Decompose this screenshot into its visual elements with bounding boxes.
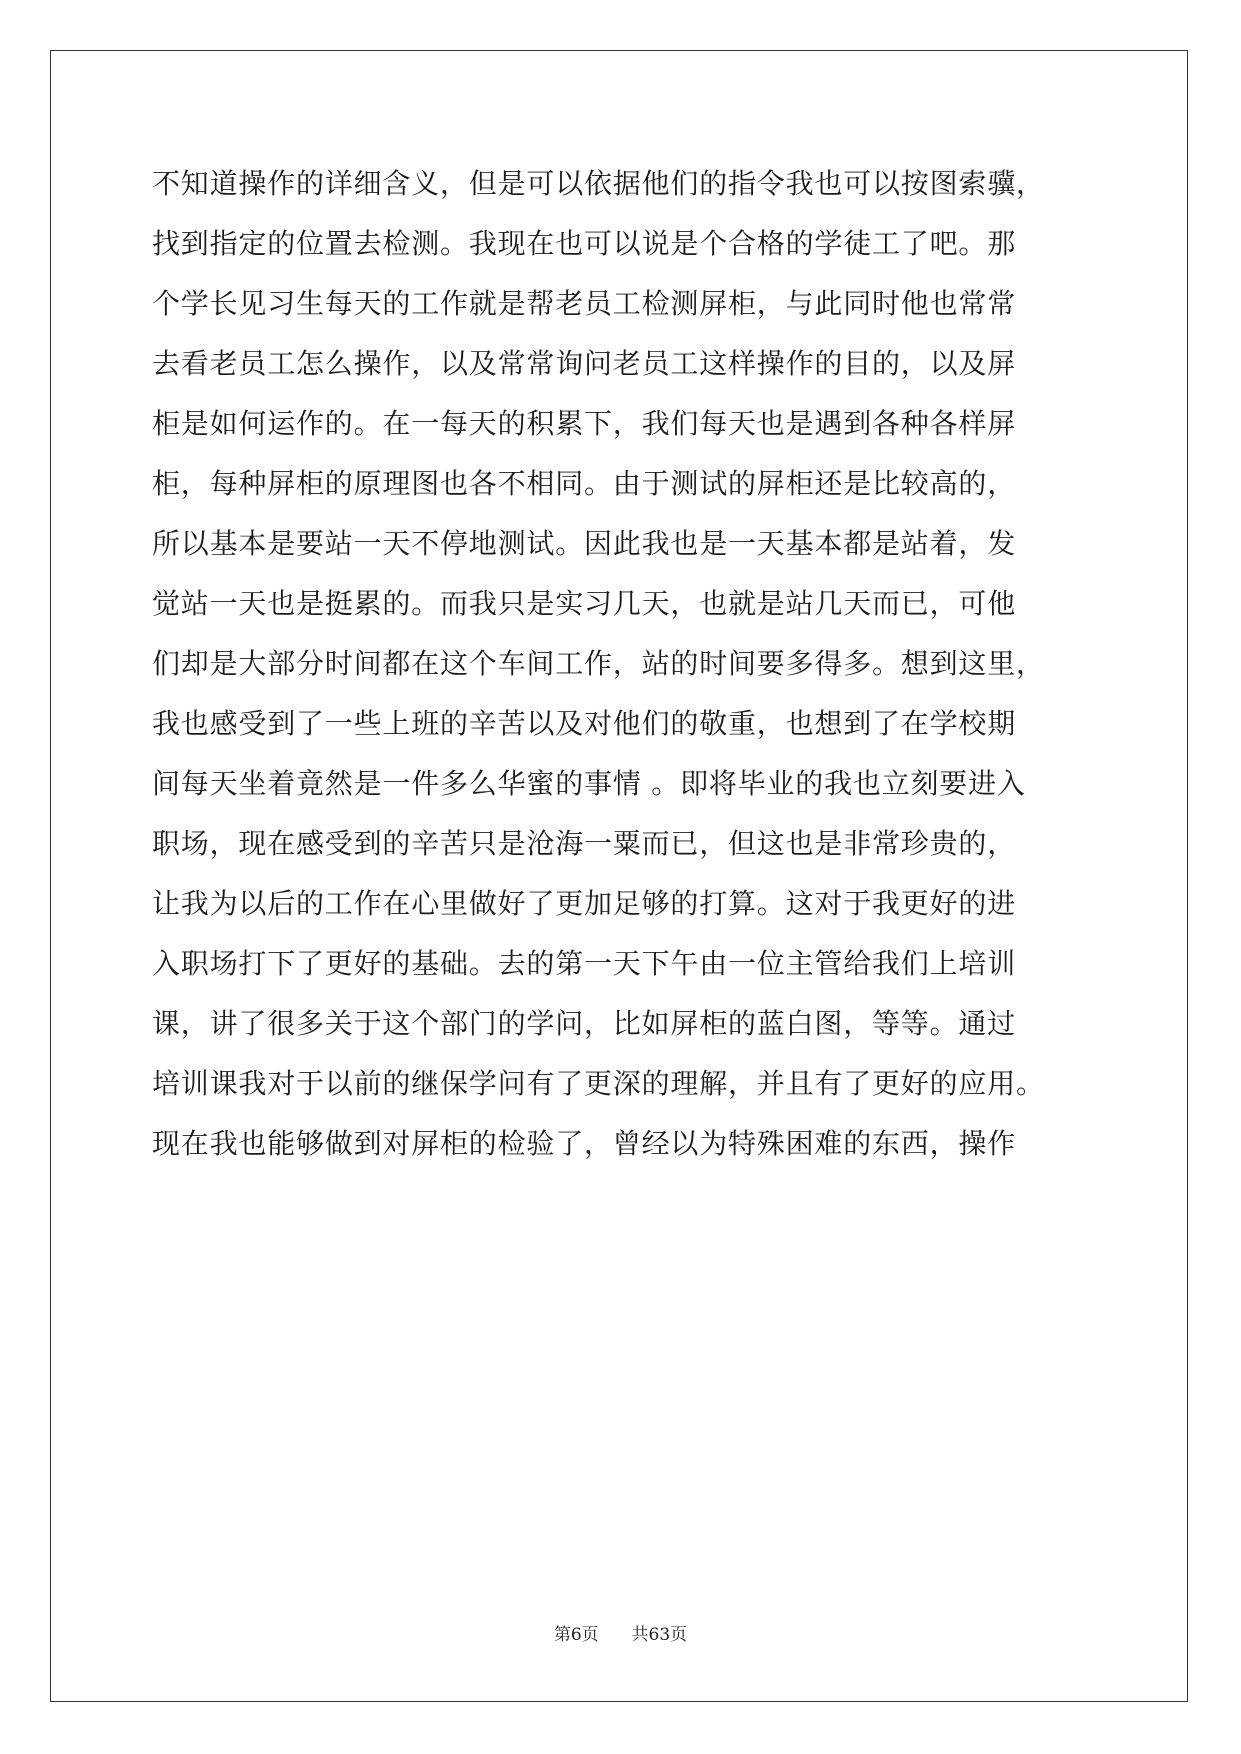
text-line: 不知道操作的详细含义，但是可以依据他们的指令我也可以按图索骥， bbox=[152, 167, 1045, 200]
text-line: 培训课我对于以前的继保学问有了更深的理解，并且有了更好的应用。 bbox=[152, 1067, 1045, 1100]
text-line: 个学长见习生每天的工作就是帮老员工检测屏柜，与此同时他也常常 bbox=[152, 287, 1017, 320]
text-line: 职场，现在感受到的辛苦只是沧海一粟而已，但这也是非常珍贵的， bbox=[152, 827, 1017, 860]
page-footer bbox=[0, 1620, 1241, 1645]
page-total: 共63页 bbox=[631, 1625, 688, 1645]
text-line: 柜是如何运作的。在一每天的积累下，我们每天也是遇到各种各样屏 bbox=[152, 407, 1017, 440]
text-line: 让我为以后的工作在心里做好了更加足够的打算。这对于我更好的进 bbox=[152, 887, 1017, 920]
text-line: 现在我也能够做到对屏柜的检验了，曾经以为特殊困难的东西，操作 bbox=[152, 1127, 1017, 1160]
text-line: 觉站一天也是挺累的。而我只是实习几天，也就是站几天而已，可他 bbox=[152, 587, 1017, 620]
text-line: 去看老员工怎么操作，以及常常询问老员工这样操作的目的，以及屏 bbox=[152, 347, 1017, 380]
text-line: 找到指定的位置去检测。我现在也可以说是个合格的学徒工了吧。那 bbox=[152, 227, 1017, 260]
text-line: 我也感受到了一些上班的辛苦以及对他们的敬重，也想到了在学校期 bbox=[152, 707, 1017, 740]
text-line: 课，讲了很多关于这个部门的学问，比如屏柜的蓝白图，等等。通过 bbox=[152, 1007, 1017, 1040]
page-number: 第6页 bbox=[553, 1625, 599, 1645]
text-line: 们却是大部分时间都在这个车间工作，站的时间要多得多。想到这里， bbox=[152, 647, 1045, 680]
document-body bbox=[152, 162, 1097, 1182]
text-line: 柜，每种屏柜的原理图也各不相同。由于测试的屏柜还是比较高的， bbox=[152, 467, 1017, 500]
text-line: 入职场打下了更好的基础。去的第一天下午由一位主管给我们上培训 bbox=[152, 947, 1017, 980]
text-line: 所以基本是要站一天不停地测试。因此我也是一天基本都是站着，发 bbox=[152, 527, 1017, 560]
text-line: 间每天坐着竟然是一件多么华蜜的事情 。即将毕业的我也立刻要进入 bbox=[152, 767, 1026, 800]
